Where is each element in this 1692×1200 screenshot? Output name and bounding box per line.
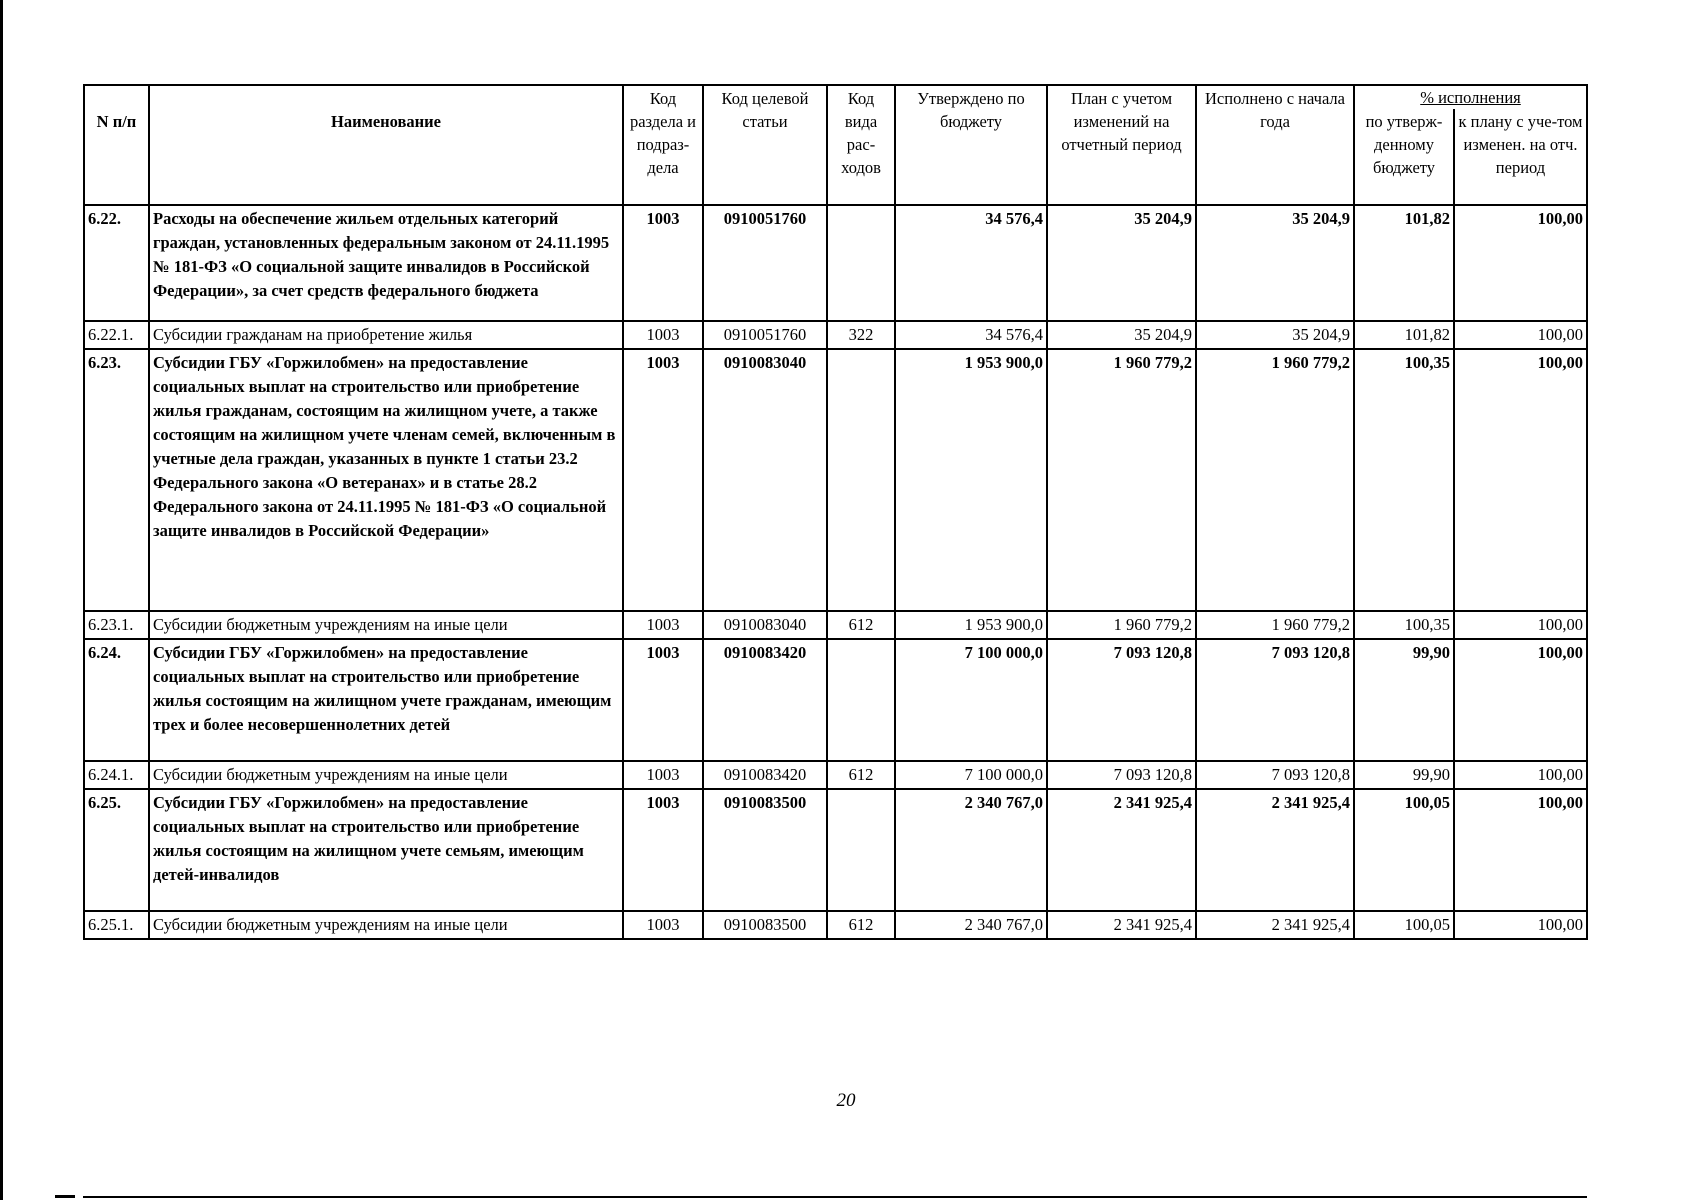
table-row bbox=[84, 321, 1587, 349]
row-plan: 35 204,9 bbox=[1047, 321, 1196, 349]
row-approved: 2 340 767,0 bbox=[895, 911, 1047, 939]
row-name: Субсидии бюджетным учреждениям на иные цели bbox=[149, 911, 623, 939]
row-approved: 7 100 000,0 bbox=[895, 639, 1047, 761]
bottom-rule bbox=[83, 1196, 1587, 1198]
row-name: Субсидии бюджетным учреждениям на иные цели bbox=[149, 611, 623, 639]
row-pct-approved: 100,35 bbox=[1354, 611, 1454, 639]
table-body bbox=[84, 205, 1587, 939]
row-plan: 1 960 779,2 bbox=[1047, 611, 1196, 639]
budget-execution-table bbox=[83, 84, 1588, 940]
row-num: 6.22.1. bbox=[84, 321, 149, 349]
row-pct-approved: 101,82 bbox=[1354, 321, 1454, 349]
row-pct-plan: 100,00 bbox=[1454, 789, 1587, 911]
row-name: Субсидии гражданам на приобретение жилья bbox=[149, 321, 623, 349]
row-pct-plan: 100,00 bbox=[1454, 205, 1587, 321]
row-num: 6.23. bbox=[84, 349, 149, 611]
row-executed: 2 341 925,4 bbox=[1196, 789, 1354, 911]
row-num: 6.22. bbox=[84, 205, 149, 321]
row-name: Субсидии бюджетным учреждениям на иные цели bbox=[149, 761, 623, 789]
row-approved: 7 100 000,0 bbox=[895, 761, 1047, 789]
row-expense-type: 612 bbox=[827, 761, 895, 789]
table-row bbox=[84, 349, 1587, 611]
row-expense-type: 322 bbox=[827, 321, 895, 349]
header-expense-type: Код вида рас-ходов bbox=[827, 85, 895, 205]
row-pct-approved: 100,35 bbox=[1354, 349, 1454, 611]
header-plan: План с учетом изменений на отчетный период bbox=[1047, 85, 1196, 205]
table-row bbox=[84, 911, 1587, 939]
row-section-code: 1003 bbox=[623, 321, 703, 349]
bottom-mark bbox=[55, 1195, 75, 1198]
row-pct-approved: 100,05 bbox=[1354, 789, 1454, 911]
row-pct-plan: 100,00 bbox=[1454, 911, 1587, 939]
row-target-code: 0910083420 bbox=[703, 761, 827, 789]
row-plan: 7 093 120,8 bbox=[1047, 761, 1196, 789]
header-executed: Исполнено с начала года bbox=[1196, 85, 1354, 205]
header-pct-plan: к плану с уче-том изменен. на отч. период bbox=[1454, 109, 1587, 205]
header-target-code: Код целевой статьи bbox=[703, 85, 827, 205]
row-executed: 7 093 120,8 bbox=[1196, 761, 1354, 789]
table-header bbox=[84, 85, 1587, 205]
row-section-code: 1003 bbox=[623, 911, 703, 939]
row-target-code: 0910083500 bbox=[703, 911, 827, 939]
row-approved: 2 340 767,0 bbox=[895, 789, 1047, 911]
row-plan: 2 341 925,4 bbox=[1047, 911, 1196, 939]
row-plan: 2 341 925,4 bbox=[1047, 789, 1196, 911]
header-approved: Утверждено по бюджету bbox=[895, 85, 1047, 205]
header-percent-group: % исполнения bbox=[1354, 85, 1587, 109]
row-name: Расходы на обеспечение жильем отдельных категорий граждан, установленных федеральным законом от 24.11.1995 № 181-ФЗ «О социальной защите инвалидов в Российской Федерации», за счет средств федерального бюджета bbox=[149, 205, 623, 321]
row-section-code: 1003 bbox=[623, 349, 703, 611]
row-section-code: 1003 bbox=[623, 611, 703, 639]
row-expense-type bbox=[827, 789, 895, 911]
row-plan: 1 960 779,2 bbox=[1047, 349, 1196, 611]
row-target-code: 0910083500 bbox=[703, 789, 827, 911]
row-pct-plan: 100,00 bbox=[1454, 761, 1587, 789]
row-pct-approved: 100,05 bbox=[1354, 911, 1454, 939]
header-name: Наименование bbox=[149, 85, 623, 205]
header-pct-approved: по утверж-денному бюджету bbox=[1354, 109, 1454, 205]
row-num: 6.25.1. bbox=[84, 911, 149, 939]
row-num: 6.24.1. bbox=[84, 761, 149, 789]
row-target-code: 0910083040 bbox=[703, 349, 827, 611]
row-plan: 35 204,9 bbox=[1047, 205, 1196, 321]
row-expense-type bbox=[827, 349, 895, 611]
row-num: 6.25. bbox=[84, 789, 149, 911]
row-num: 6.23.1. bbox=[84, 611, 149, 639]
row-pct-plan: 100,00 bbox=[1454, 321, 1587, 349]
row-pct-plan: 100,00 bbox=[1454, 611, 1587, 639]
table-row bbox=[84, 639, 1587, 761]
row-executed: 7 093 120,8 bbox=[1196, 639, 1354, 761]
row-approved: 34 576,4 bbox=[895, 205, 1047, 321]
page-number: 20 bbox=[836, 1090, 856, 1111]
row-name: Субсидии ГБУ «Горжилобмен» на предоставление социальных выплат на строительство или приобретение жилья состоящим на жилищном учете семьям, имеющим детей-инвалидов bbox=[149, 789, 623, 911]
row-approved: 1 953 900,0 bbox=[895, 349, 1047, 611]
scan-left-edge bbox=[0, 0, 3, 1200]
row-executed: 2 341 925,4 bbox=[1196, 911, 1354, 939]
row-section-code: 1003 bbox=[623, 205, 703, 321]
row-pct-plan: 100,00 bbox=[1454, 639, 1587, 761]
table-row bbox=[84, 611, 1587, 639]
row-target-code: 0910083040 bbox=[703, 611, 827, 639]
row-pct-approved: 99,90 bbox=[1354, 761, 1454, 789]
row-plan: 7 093 120,8 bbox=[1047, 639, 1196, 761]
row-expense-type: 612 bbox=[827, 911, 895, 939]
row-approved: 1 953 900,0 bbox=[895, 611, 1047, 639]
row-expense-type bbox=[827, 205, 895, 321]
row-executed: 35 204,9 bbox=[1196, 321, 1354, 349]
row-target-code: 0910051760 bbox=[703, 205, 827, 321]
table-row bbox=[84, 205, 1587, 321]
header-num: N п/п bbox=[84, 85, 149, 205]
row-pct-approved: 99,90 bbox=[1354, 639, 1454, 761]
row-expense-type: 612 bbox=[827, 611, 895, 639]
row-section-code: 1003 bbox=[623, 761, 703, 789]
row-expense-type bbox=[827, 639, 895, 761]
row-section-code: 1003 bbox=[623, 789, 703, 911]
row-executed: 1 960 779,2 bbox=[1196, 611, 1354, 639]
row-name: Субсидии ГБУ «Горжилобмен» на предоставление социальных выплат на строительство или приобретение жилья гражданам, состоящим на жилищном учете, а также состоящим на жилищном учете членам семей, включенным в учетные дела граждан, указанных в пункте 1 статьи 23.2 Федерального закона «О ветеранах» и в статье 28.2 Федерального закона от 24.11.1995 № 181-ФЗ «О социальной защите инвалидов в Российской Федерации» bbox=[149, 349, 623, 611]
row-name: Субсидии ГБУ «Горжилобмен» на предоставление социальных выплат на строительство или приобретение жилья состоящим на жилищном учете гражданам, имеющим трех и более несовершеннолетних детей bbox=[149, 639, 623, 761]
row-target-code: 0910051760 bbox=[703, 321, 827, 349]
row-approved: 34 576,4 bbox=[895, 321, 1047, 349]
row-section-code: 1003 bbox=[623, 639, 703, 761]
table-row bbox=[84, 761, 1587, 789]
row-executed: 1 960 779,2 bbox=[1196, 349, 1354, 611]
row-executed: 35 204,9 bbox=[1196, 205, 1354, 321]
row-pct-plan: 100,00 bbox=[1454, 349, 1587, 611]
header-section-code: Код раздела и подраз-дела bbox=[623, 85, 703, 205]
table-row bbox=[84, 789, 1587, 911]
row-pct-approved: 101,82 bbox=[1354, 205, 1454, 321]
row-num: 6.24. bbox=[84, 639, 149, 761]
row-target-code: 0910083420 bbox=[703, 639, 827, 761]
